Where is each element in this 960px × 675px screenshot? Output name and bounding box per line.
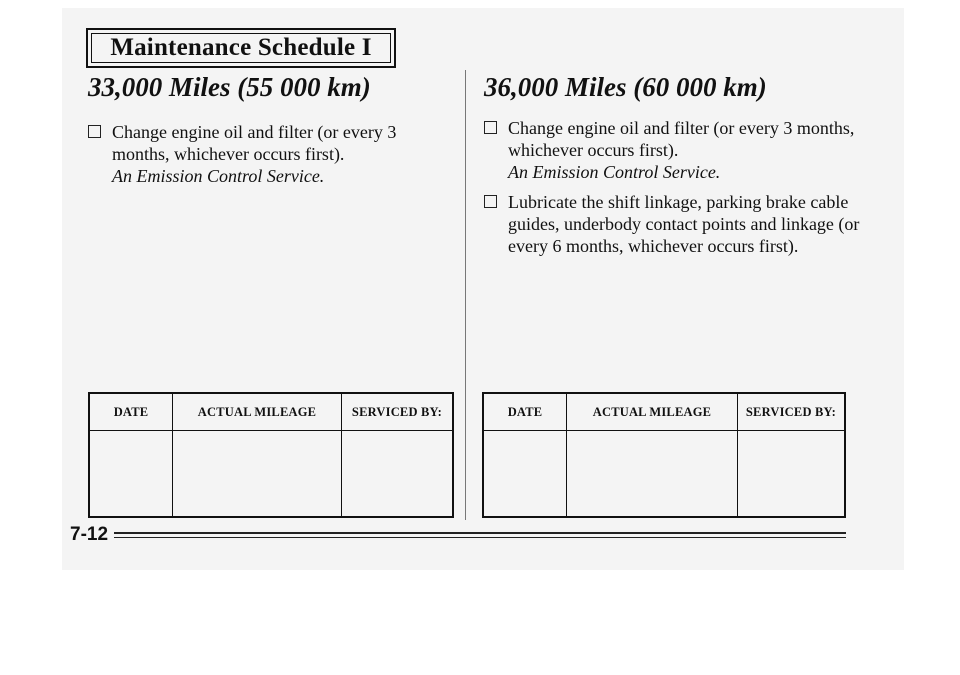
task-note: An Emission Control Service. xyxy=(112,166,325,186)
checkbox[interactable] xyxy=(88,125,101,138)
column-header-mileage: ACTUAL MILEAGE xyxy=(173,393,342,431)
table-row xyxy=(483,431,845,518)
task-item xyxy=(484,191,864,257)
serviced-by-cell[interactable] xyxy=(341,431,453,518)
checkbox[interactable] xyxy=(484,195,497,208)
mileage-cell[interactable] xyxy=(567,431,738,518)
checkbox[interactable] xyxy=(484,121,497,134)
table-row xyxy=(89,431,453,518)
page-number: 7-12 xyxy=(70,524,109,545)
task-item xyxy=(484,117,864,183)
interval-heading: 33,000 Miles (55 000 km) xyxy=(88,72,371,102)
column-header-date: DATE xyxy=(483,393,567,431)
column-header-date: DATE xyxy=(89,393,173,431)
column-header-serviced-by: SERVICED BY: xyxy=(341,393,453,431)
interval-36000 xyxy=(484,72,864,265)
task-note: An Emission Control Service. xyxy=(508,162,721,182)
task-item xyxy=(88,121,448,187)
column-header-mileage: ACTUAL MILEAGE xyxy=(567,393,738,431)
column-header-serviced-by: SERVICED BY: xyxy=(737,393,845,431)
mileage-cell[interactable] xyxy=(173,431,342,518)
table-header-row xyxy=(89,393,453,431)
table-header-row xyxy=(483,393,845,431)
service-log-table xyxy=(482,392,846,518)
section-title: Maintenance Schedule I xyxy=(110,34,372,61)
footer-rule xyxy=(114,532,846,534)
date-cell[interactable] xyxy=(483,431,567,518)
task-text: Lubricate the shift linkage, parking brake cable guides, underbody contact points and linkage (or every 6 months, whichever occurs first). xyxy=(508,192,860,256)
section-title-box xyxy=(86,28,396,68)
interval-heading: 36,000 Miles (60 000 km) xyxy=(484,72,767,102)
serviced-by-cell[interactable] xyxy=(737,431,845,518)
service-log-table xyxy=(88,392,454,518)
task-text: Change engine oil and filter (or every 3 months, whichever occurs first). xyxy=(508,118,855,160)
date-cell[interactable] xyxy=(89,431,173,518)
interval-33000 xyxy=(88,72,448,195)
task-text: Change engine oil and filter (or every 3 months, whichever occurs first). xyxy=(112,122,397,164)
footer-rule xyxy=(114,537,846,538)
column-divider xyxy=(465,70,466,520)
